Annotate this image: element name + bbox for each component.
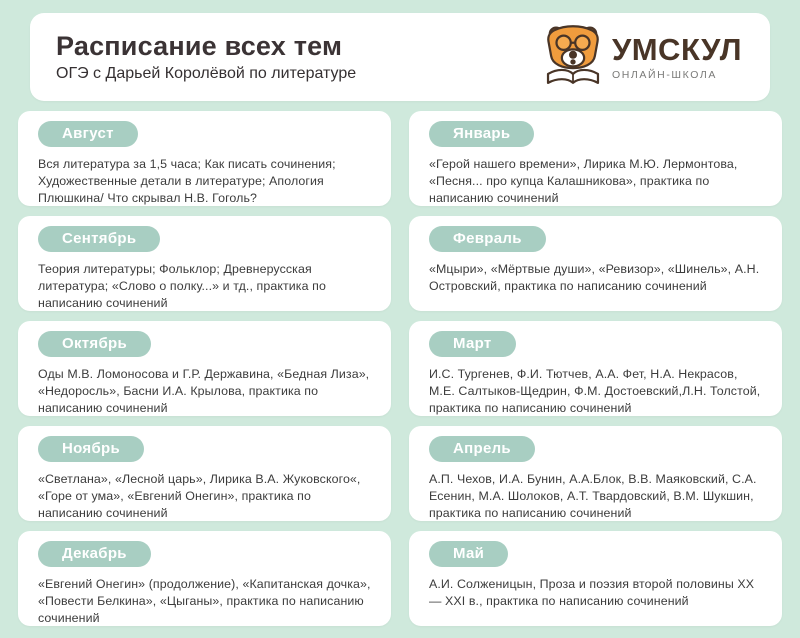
month-topics: «Мцыри», «Мёртвые души», «Ревизор», «Шинель», А.Н. Островский, практика по написанию сочинений [429,262,760,294]
month-card-april [409,426,782,521]
month-card-may [409,531,782,626]
month-topics: «Герой нашего времени», Лирика М.Ю. Лермонтова, «Песня... про купца Калашникова», практика по написанию сочинений [429,157,738,206]
month-badge: Декабрь [38,541,151,567]
month-badge: Май [429,541,508,567]
month-card-september [18,216,391,311]
header-card [30,13,770,101]
month-badge: Октябрь [38,331,151,357]
schedule-grid [16,111,784,626]
month-card-august [18,111,391,206]
logo-text [611,31,742,81]
right-column [409,111,782,626]
month-card-january [409,111,782,206]
month-badge: Ноябрь [38,436,144,462]
month-card-october [18,321,391,416]
page-subtitle: ОГЭ с Дарьей Королёвой по литературе [56,65,357,82]
page-title: Расписание всех тем [56,31,343,61]
month-topics: А.И. Солженицын, Проза и поэзия второй половины XX — XXI в., практика по написанию сочинений [429,577,755,609]
umskul-logo [544,24,742,90]
month-badge: Август [38,121,138,147]
month-topics: Оды М.В. Ломоносова и Г.Р. Державина, «Бедная Лиза», «Недоросль», Басни И.А. Крылова, практика по написанию сочинений [38,367,370,416]
month-card-november [18,426,391,521]
month-badge: Январь [429,121,534,147]
brand-tagline: ОНЛАЙН-ШКОЛА [611,68,717,81]
month-badge: Апрель [429,436,535,462]
month-topics: «Светлана», «Лесной царь», Лирика В.А. Жуковского«, «Горе от ума», «Евгений Онегин», практика по написанию сочинений [38,472,361,521]
bear-mascot-icon [544,24,602,90]
month-badge: Март [429,331,516,357]
left-column [18,111,391,626]
month-topics: А.П. Чехов, И.А. Бунин, А.А.Блок, В.В. Маяковский, С.А. Есенин, М.А. Шолоков, А.Т. Твардовский, В.М. Шукшин, практика по написанию сочинений [429,472,757,521]
month-card-december [18,531,391,626]
brand-name: УМСКУЛ [611,31,742,67]
month-topics: И.С. Тургенев, Ф.И. Тютчев, А.А. Фет, Н.А. Некрасов, М.Е. Салтыков-Щедрин, Ф.М. Достоевский,Л.Н. Толстой, практика по написанию сочинений [429,367,761,416]
month-topics: Теория литературы; Фольклор; Древнерусская литература; «Слово о полку...» и тд., практика по написанию сочинений [38,262,326,311]
month-topics: Вся литература за 1,5 часа; Как писать сочинения; Художественные детали в литературе; Апология Плюшкина/ Что скрывал Н.В. Гоголь? [38,157,336,206]
month-card-february [409,216,782,311]
month-badge: Февраль [429,226,546,252]
month-card-march [409,321,782,416]
month-topics: «Евгений Онегин» (продолжение), «Капитанская дочка», «Повести Белкина», «Цыганы», практика по написанию сочинений [38,577,371,626]
month-badge: Сентябрь [38,226,160,252]
header-titles [56,31,356,83]
